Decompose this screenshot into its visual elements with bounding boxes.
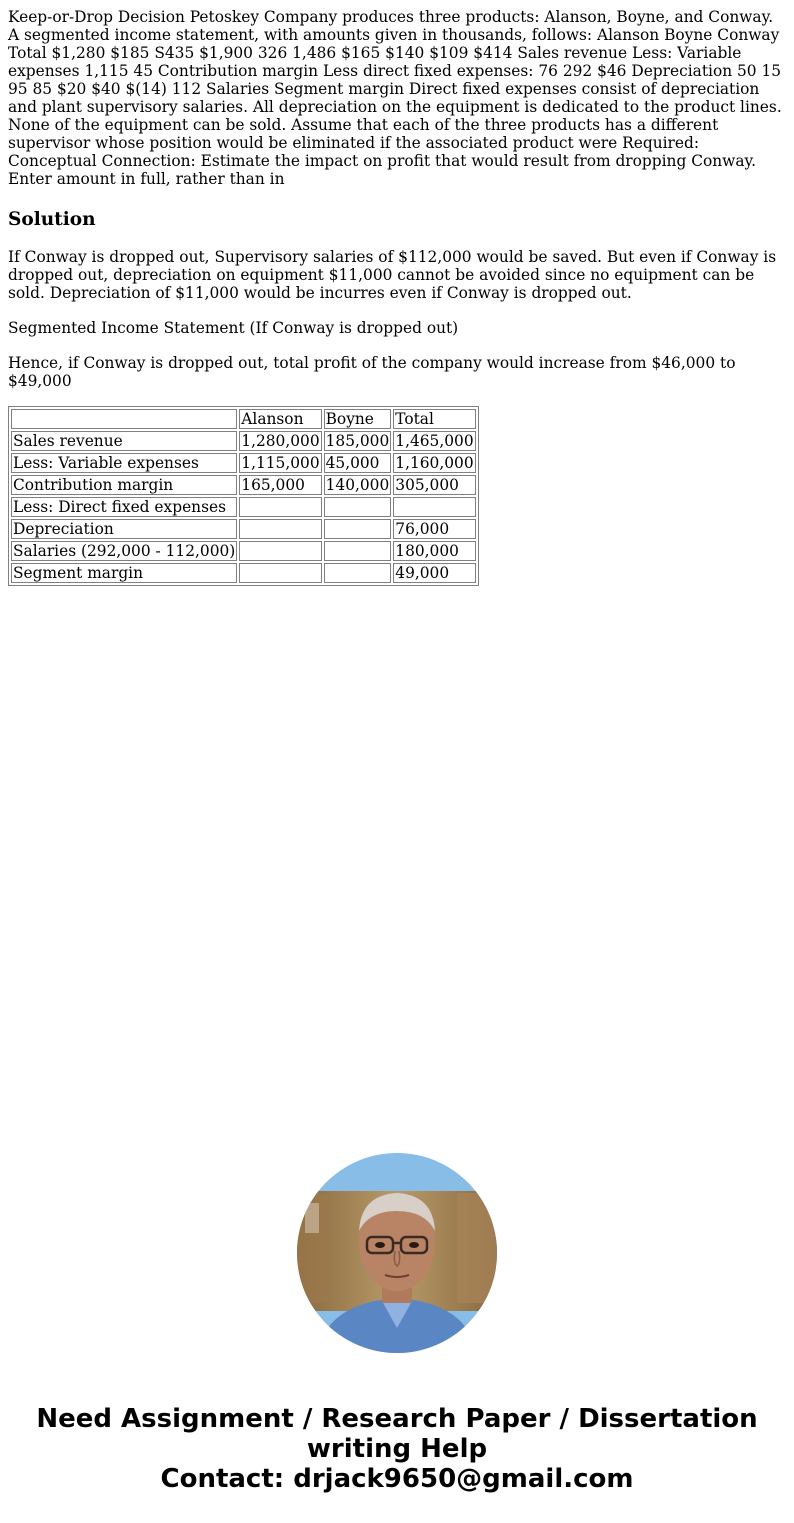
table-cell: Less: Variable expenses xyxy=(11,453,237,473)
statement-caption: Segmented Income Statement (If Conway is dropped out) xyxy=(8,319,459,337)
table-cell: 305,000 xyxy=(393,475,475,495)
table-cell xyxy=(239,497,321,517)
table-cell: 1,465,000 xyxy=(395,432,474,450)
table-cell: Segment margin xyxy=(11,563,237,583)
table-cell xyxy=(239,563,321,583)
table-cell xyxy=(239,541,321,561)
table-row xyxy=(11,453,476,473)
table-cell: 1,280,000 xyxy=(241,432,320,450)
table-row xyxy=(11,475,476,495)
table-cell: 76,000 xyxy=(393,519,475,539)
promo-banner xyxy=(0,1404,794,1494)
table-cell xyxy=(393,497,475,517)
table-cell: 45,000 xyxy=(324,453,392,473)
table-cell: 1,115,000 xyxy=(241,454,320,472)
table-header-cell xyxy=(11,409,237,429)
question-text: Keep-or-Drop Decision Petoskey Company produces three products: Alanson, Boyne, and Conway. A segmented income statement, with amounts given in thousands, follows: Alanson Boyne Conway Total $1,280 $185 S435 $1,900 326 1,486 $165 $140 $109 $414 Sales revenue Less: Variable expenses 1,115 45 Contribution margin Less direct fixed expenses: 76 292 $46 Depreciation 50 15 95 85 $20 $40 $(14) 112 Salaries Segment margin Direct fixed expenses consist of depreciation and plant supervisory salaries. All depreciation on the equipment is dedicated to the product lines. None of the equipment can be sold. Assume that each of the three products has a different supervisor whose position would be eliminated if the associated product were Required: Conceptual Connection: Estimate the impact on profit that would result from dropping Conway. Enter amount in full, rather than in xyxy=(8,8,782,188)
table-header-cell: Alanson xyxy=(239,409,321,429)
table-cell: 180,000 xyxy=(393,541,475,561)
promo-line-2: writing Help xyxy=(306,1434,488,1464)
table-header-row xyxy=(11,409,476,429)
solution-heading: Solution xyxy=(8,209,96,230)
tutor-portrait-icon xyxy=(297,1153,497,1353)
promo-contact: Contact: drjack9650@gmail.com xyxy=(160,1464,634,1494)
solution-paragraph-explanation: If Conway is dropped out, Supervisory salaries of $112,000 would be saved. But even if Conway is dropped out, depreciation on equipment $11,000 cannot be avoided since no equipment can be sold. Depreciation of $11,000 would be incurres even if Conway is dropped out. xyxy=(8,248,777,302)
promo-line-1: Need Assignment / Research Paper / Dissertation xyxy=(36,1404,758,1434)
table-cell: 49,000 xyxy=(393,563,475,583)
table-cell xyxy=(324,563,392,583)
table-cell xyxy=(239,519,321,539)
table-row xyxy=(11,519,476,539)
table-cell: Less: Direct fixed expenses xyxy=(11,497,237,517)
table-header-cell: Boyne xyxy=(324,409,392,429)
table-cell: Salaries (292,000 - 112,000) xyxy=(13,542,236,560)
table-cell: Contribution margin xyxy=(11,475,237,495)
segmented-income-table xyxy=(8,406,479,586)
table-row xyxy=(11,497,476,517)
table-cell xyxy=(324,541,392,561)
table-cell: Depreciation xyxy=(11,519,237,539)
table-cell xyxy=(324,497,392,517)
table-cell: 140,000 xyxy=(325,476,390,494)
table-cell: 165,000 xyxy=(239,475,321,495)
table-row xyxy=(11,541,476,561)
table-header-cell: Total xyxy=(393,409,475,429)
table-cell: 1,160,000 xyxy=(395,454,474,472)
table-row xyxy=(11,563,476,583)
main-content xyxy=(8,8,788,586)
solution-conclusion: Hence, if Conway is dropped out, total profit of the company would increase from $46,000 to $49,000 xyxy=(8,354,736,390)
tutor-avatar xyxy=(297,1153,497,1353)
table-cell: 185,000 xyxy=(325,432,390,450)
table-row xyxy=(11,431,476,451)
table-cell: Sales revenue xyxy=(11,431,237,451)
table-cell xyxy=(324,519,392,539)
